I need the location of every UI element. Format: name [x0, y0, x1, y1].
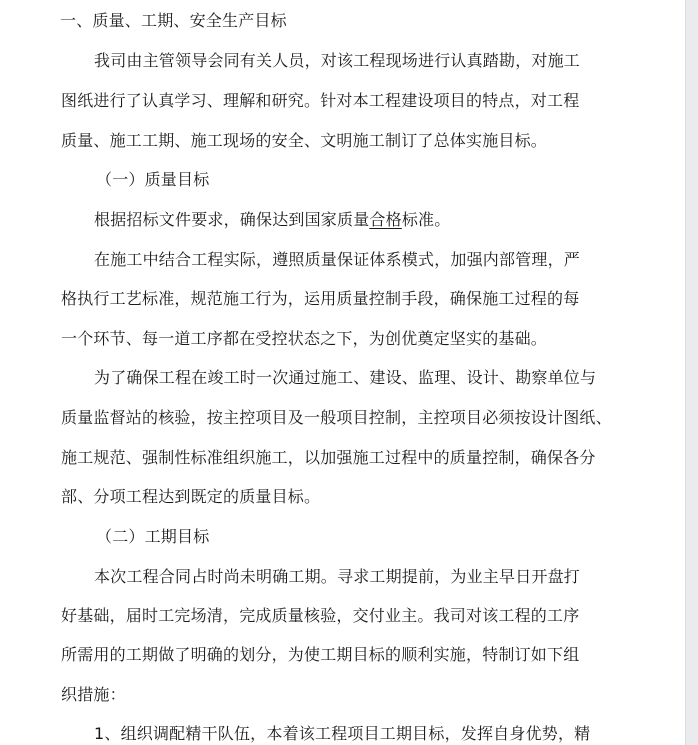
schedule-paragraph-line-3: 所需用的工期做了明确的划分，为使工期目标的顺利实施，特制订如下组: [61, 645, 580, 664]
quality-paragraph-1-line-2: 格执行工艺标准，规范施工行为，运用质量控制手段，确保施工过程的每: [61, 289, 580, 308]
quality-paragraph-1-line-1: 在施工中结合工程实际，遵照质量保证体系模式，加强内部管理，严: [94, 250, 581, 269]
schedule-paragraph-line-1: 本次工程合同占时尚未明确工期。寻求工期提前，为业主早日开盘打: [94, 567, 581, 586]
quality-paragraph-2-line-1: 为了确保工程在竣工时一次通过施工、建设、监理、设计、勘察单位与: [94, 368, 597, 387]
quality-paragraph-2-line-3: 施工规范、强制性标准组织施工，以加强施工过程中的质量控制，确保各分: [61, 448, 596, 467]
quality-paragraph-1-line-3: 一个环节、每一道工序都在受控状态之下，为创优奠定坚实的基础。: [61, 329, 548, 348]
quality-standard-line: [94, 210, 450, 230]
measure-item-1: 1、组织调配精干队伍，本着该工程项目工期目标，发挥自身优势，精: [94, 724, 591, 743]
schedule-paragraph-line-2: 好基础，届时工完场清，完成质量核验，交付业主。我司对该工程的工序: [61, 606, 580, 625]
quality-standard-text-before: 根据招标文件要求，确保达到国家质量: [94, 210, 370, 229]
quality-standard-text-after: 标准。: [401, 210, 451, 229]
intro-paragraph-line-1: 我司由主管领导会同有关人员，对该工程现场进行认真踏勘，对施工: [94, 51, 581, 70]
quality-paragraph-2-line-4: 部、分项工程达到既定的质量目标。: [61, 487, 321, 506]
subheading-quality-target: （一）质量目标: [96, 170, 210, 189]
vertical-scrollbar-track[interactable]: [685, 0, 698, 745]
subheading-schedule-target: （二）工期目标: [96, 527, 210, 546]
intro-paragraph-line-3: 质量、施工工期、施工现场的安全、文明施工制订了总体实施目标。: [61, 131, 548, 150]
intro-paragraph-line-2: 图纸进行了认真学习、理解和研究。针对本工程建设项目的特点，对工程: [61, 91, 580, 110]
quality-paragraph-2-line-2: 质量监督站的核验，按主控项目及一般项目控制，主控项目必须按设计图纸、: [61, 408, 612, 427]
quality-standard-underlined: 合格: [369, 210, 402, 229]
heading-1: 一、质量、工期、安全生产目标: [60, 11, 287, 30]
schedule-paragraph-line-4: 织措施：: [61, 685, 126, 704]
